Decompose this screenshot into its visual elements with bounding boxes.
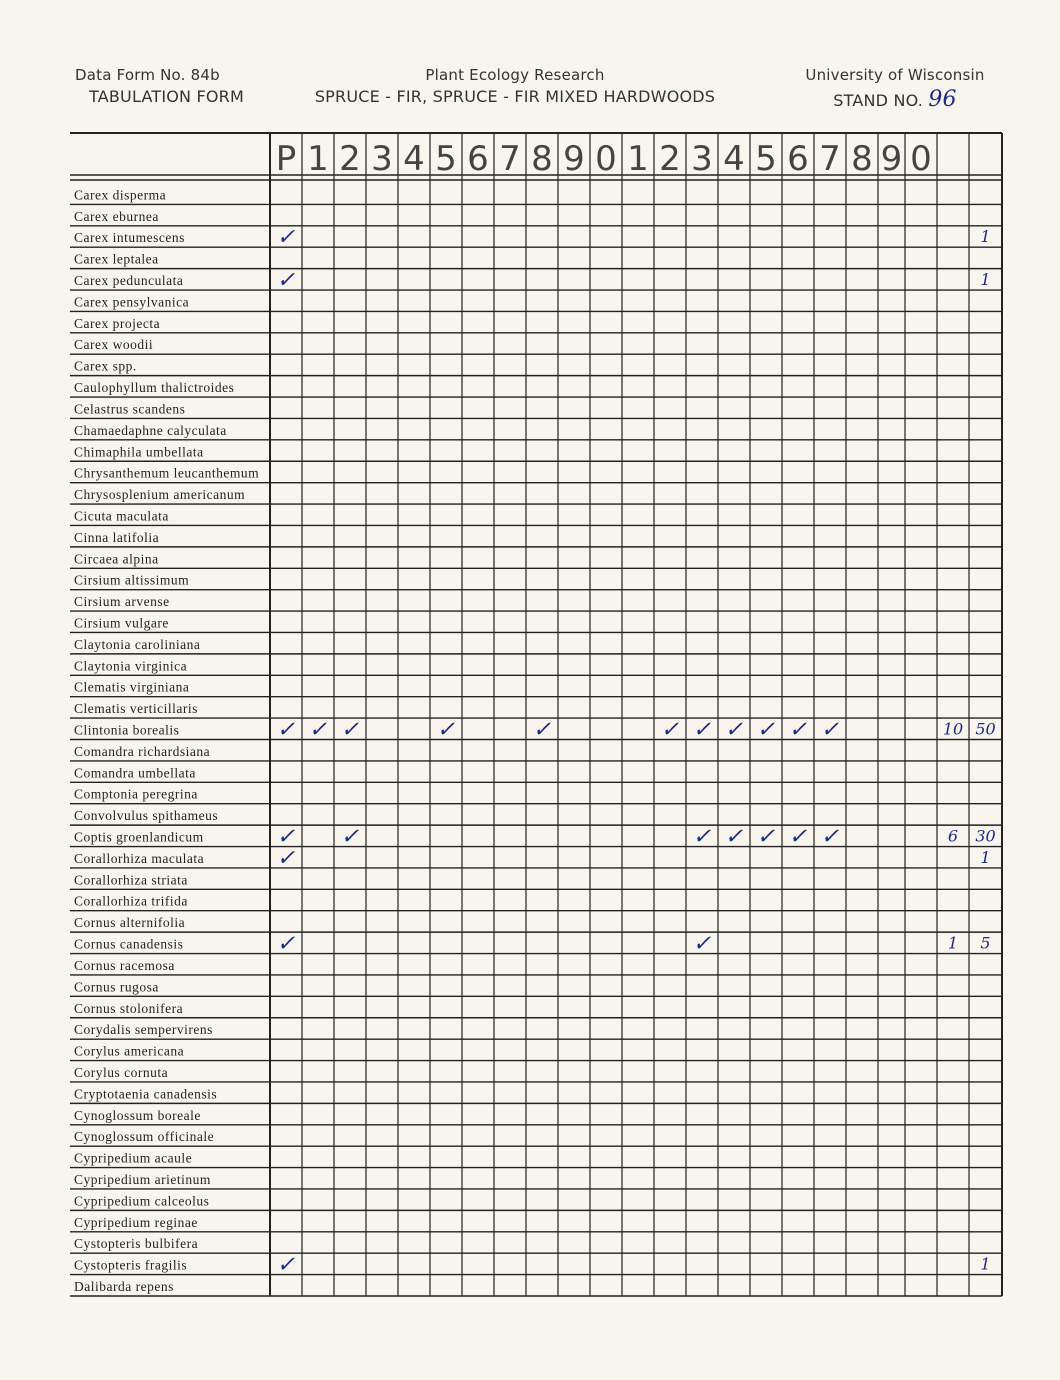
species-name: Corallorhiza trifida <box>74 893 188 909</box>
total-value: 1 <box>980 227 991 247</box>
form-subtitle: SPRUCE - FIR, SPRUCE - FIR MIXED HARDWOODS <box>314 87 716 106</box>
species-name: Cicuta maculata <box>74 508 169 524</box>
stand-value: 96 <box>928 87 957 112</box>
column-header-label: 6 <box>467 139 489 179</box>
column-header-label: 4 <box>403 139 425 179</box>
column-header-label: 3 <box>371 139 393 179</box>
species-name: Cornus canadensis <box>74 936 184 952</box>
check-mark: ✓ <box>308 717 328 743</box>
column-header-label: 3 <box>691 139 713 179</box>
column-header-label: 8 <box>851 139 873 179</box>
species-name: Cornus alternifolia <box>74 915 186 931</box>
species-name: Cinna latifolia <box>74 529 160 545</box>
total-value: 1 <box>980 270 991 290</box>
check-mark: ✓ <box>276 931 296 957</box>
species-name: Claytonia virginica <box>74 658 188 674</box>
check-mark: ✓ <box>436 717 456 743</box>
species-name: Corallorhiza maculata <box>74 850 205 866</box>
column-header-label: 6 <box>787 139 809 179</box>
check-mark: ✓ <box>788 824 808 850</box>
species-name: Corydalis sempervirens <box>74 1022 213 1038</box>
check-mark: ✓ <box>788 717 808 743</box>
check-mark: ✓ <box>340 824 360 850</box>
species-name: Cynoglossum boreale <box>74 1107 201 1123</box>
species-name: Clintonia borealis <box>74 722 180 738</box>
species-name: Dalibarda repens <box>74 1279 174 1294</box>
column-header-label: 9 <box>880 139 903 179</box>
species-name: Cornus racemosa <box>74 957 175 973</box>
check-mark: ✓ <box>276 845 296 871</box>
column-header-label: 0 <box>910 139 932 179</box>
species-name: Cypripedium arietinum <box>74 1171 211 1187</box>
frequency-value: 6 <box>947 826 959 846</box>
check-mark: ✓ <box>276 717 296 743</box>
species-name: Carex pedunculata <box>74 273 184 289</box>
check-mark: ✓ <box>276 225 296 251</box>
species-name: Cypripedium reginae <box>74 1214 198 1230</box>
column-header-label: 7 <box>499 139 521 179</box>
check-mark: ✓ <box>756 717 776 743</box>
species-name: Carex woodii <box>74 337 154 353</box>
check-mark: ✓ <box>756 824 776 850</box>
check-mark: ✓ <box>276 268 296 294</box>
check-mark: ✓ <box>820 824 840 850</box>
total-value: 5 <box>980 933 991 953</box>
check-mark: ✓ <box>276 824 296 850</box>
species-name: Chrysosplenium americanum <box>74 487 246 503</box>
species-name: Cirsium arvense <box>74 594 170 610</box>
species-name: Carex intumescens <box>74 230 185 246</box>
check-mark: ✓ <box>724 717 744 743</box>
organization: Plant Ecology Research <box>425 66 605 84</box>
species-name: Convolvulus spithameus <box>74 808 219 824</box>
species-name: Comandra umbellata <box>74 765 196 781</box>
university-name: University of Wisconsin <box>805 66 985 84</box>
column-header-label: 5 <box>435 139 457 179</box>
species-name: Cornus rugosa <box>74 979 159 995</box>
check-mark: ✓ <box>692 824 712 850</box>
check-mark: ✓ <box>820 717 840 743</box>
species-name: Corallorhiza striata <box>74 872 188 888</box>
check-mark: ✓ <box>724 824 744 850</box>
species-name: Clematis verticillaris <box>74 701 198 717</box>
species-name: Cystopteris bulbifera <box>74 1236 199 1252</box>
species-name: Carex spp. <box>74 358 137 374</box>
column-header-label: 1 <box>307 139 329 179</box>
total-value: 30 <box>975 826 996 846</box>
species-name: Carex disperma <box>74 187 167 203</box>
species-name: Carex pensylvanica <box>74 294 190 310</box>
species-name: Caulophyllum thalictroides <box>74 380 235 396</box>
column-header-label: P <box>275 139 297 179</box>
check-mark: ✓ <box>276 1252 296 1278</box>
column-header-label: 2 <box>339 139 361 179</box>
species-name: Comandra richardsiana <box>74 743 211 759</box>
check-mark: ✓ <box>340 717 360 743</box>
column-header-label: 2 <box>659 139 681 179</box>
species-name: Corylus americana <box>74 1043 185 1059</box>
column-header-label: 7 <box>819 139 841 179</box>
check-mark: ✓ <box>532 717 552 743</box>
column-header-label: 1 <box>627 139 649 179</box>
column-header-label: 4 <box>723 139 745 179</box>
column-header-label: 5 <box>755 139 777 179</box>
check-mark: ✓ <box>660 717 680 743</box>
species-name: Coptis groenlandicum <box>74 829 204 845</box>
species-name: Cypripedium acaule <box>74 1150 193 1166</box>
species-name: Claytonia caroliniana <box>74 636 201 652</box>
species-name: Cypripedium calceolus <box>74 1193 210 1209</box>
check-mark: ✓ <box>692 717 712 743</box>
species-name: Chamaedaphne calyculata <box>74 422 227 438</box>
species-name: Cynoglossum officinale <box>74 1129 215 1145</box>
total-value: 1 <box>980 847 991 867</box>
frequency-value: 1 <box>947 933 959 953</box>
species-name: Circaea alpina <box>74 551 159 567</box>
species-name: Corylus cornuta <box>74 1064 169 1080</box>
total-value: 1 <box>980 1254 991 1274</box>
form-number: Data Form No. 84b <box>75 66 220 84</box>
species-name: Carex leptalea <box>74 251 159 267</box>
species-name: Cirsium vulgare <box>74 615 169 631</box>
column-header-label: 0 <box>595 139 617 179</box>
species-name: Cystopteris fragilis <box>74 1257 188 1273</box>
species-name: Cirsium altissimum <box>74 572 190 588</box>
form-type: TABULATION FORM <box>89 87 245 106</box>
species-name: Chrysanthemum leucanthemum <box>74 465 260 481</box>
stand-label: STAND NO. <box>833 91 924 110</box>
species-name: Cryptotaenia canadensis <box>74 1086 218 1102</box>
species-name: Chimaphila umbellata <box>74 444 204 460</box>
species-name: Carex eburnea <box>74 208 159 224</box>
frequency-value: 10 <box>942 719 964 739</box>
species-name: Carex projecta <box>74 315 161 331</box>
total-value: 50 <box>975 719 996 739</box>
species-name: Clematis virginiana <box>74 679 190 695</box>
species-name: Celastrus scandens <box>74 401 186 417</box>
column-header-label: 8 <box>531 139 553 179</box>
species-name: Cornus stolonifera <box>74 1000 184 1016</box>
check-mark: ✓ <box>692 931 712 957</box>
species-name: Comptonia peregrina <box>74 786 198 802</box>
column-header-label: 9 <box>563 139 585 179</box>
